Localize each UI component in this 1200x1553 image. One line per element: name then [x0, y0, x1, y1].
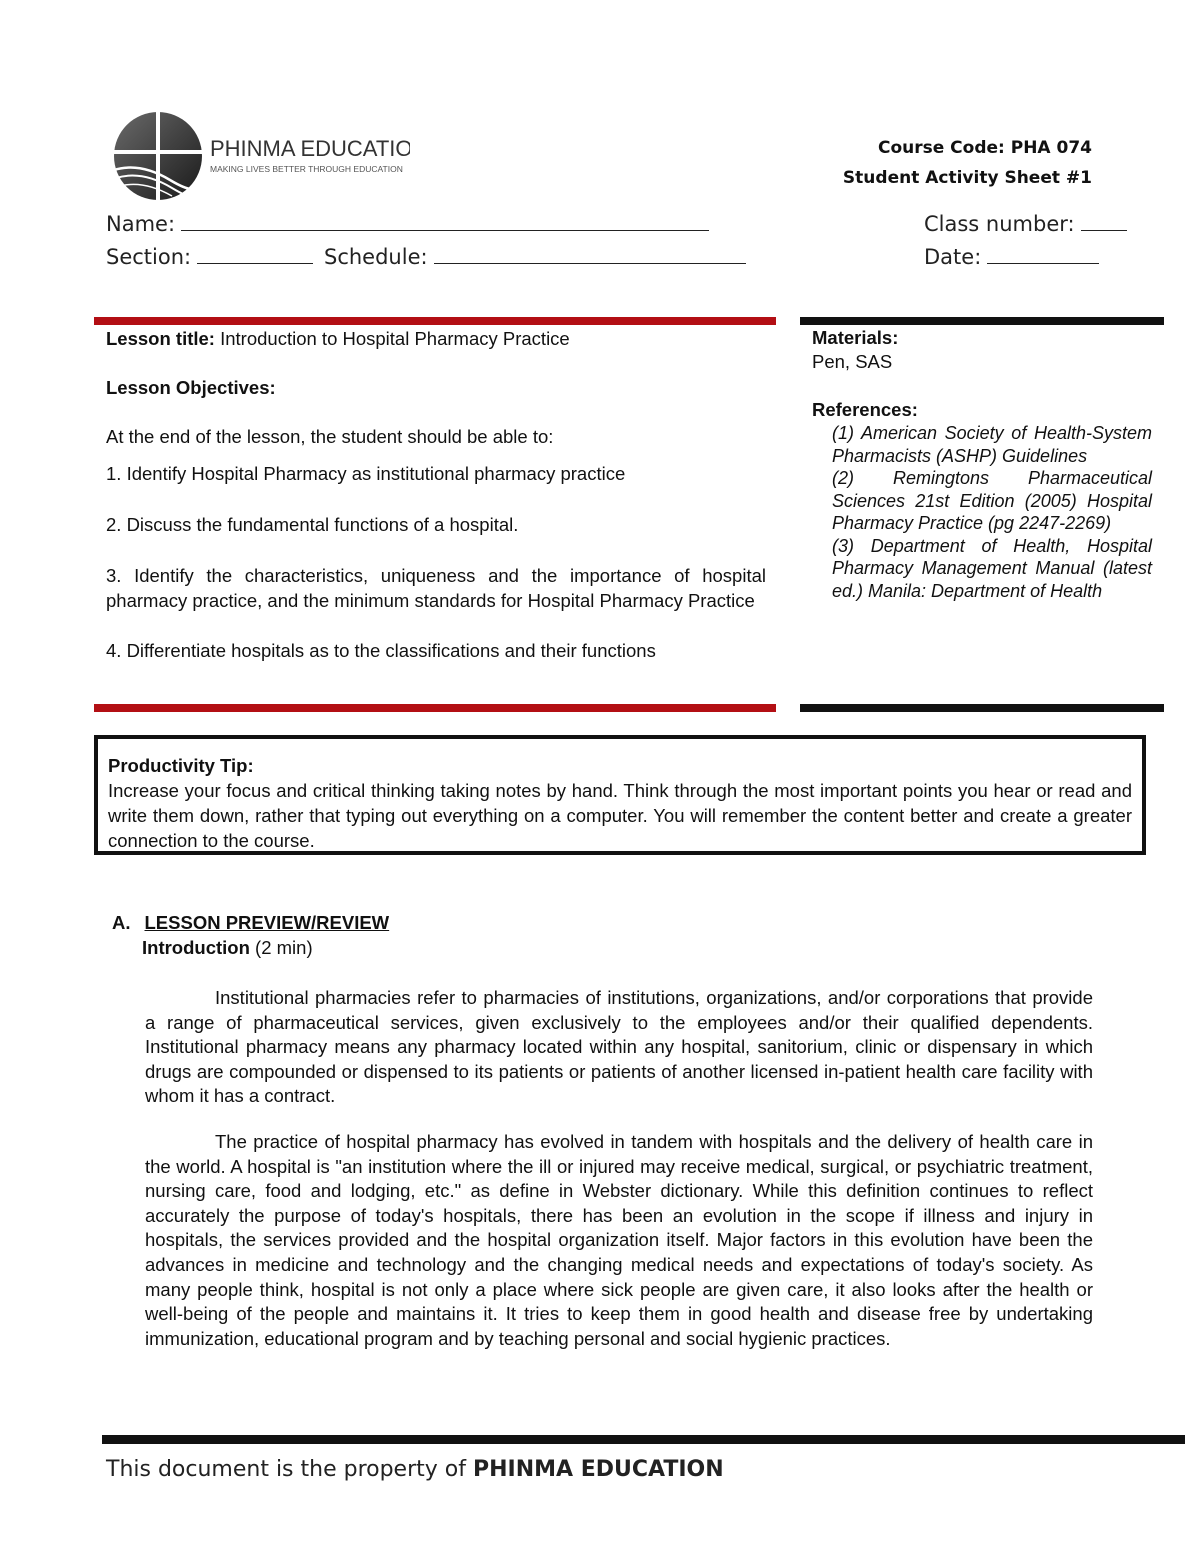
lesson-title-label: Lesson title:: [106, 328, 215, 349]
objectives-label: Lesson Objectives:: [106, 377, 276, 398]
top-red-rule: [94, 317, 776, 325]
tip-text: Increase your focus and critical thinking taking notes by hand. Think through the most important points you hear or read and write them down, rather that typing out everything on a computer. You will remember the content better and create a greater connection to the course.: [108, 780, 1132, 851]
section-label: Section:: [106, 245, 192, 269]
date-label: Date:: [924, 245, 982, 269]
productivity-tip-box: [94, 735, 1146, 855]
body-paragraph: Institutional pharmacies refer to pharmacies of institutions, organizations, and/or corporations that provide a range of pharmaceutical services, given exclusively to the employees and/or their qualified dependents. Institutional pharmacy means any pharmacy located within any hospital, sanitorium, clinic or dispensary in which drugs are compounded or dispensed to its patients or patients of another licensed in-patient health care facility with whom it has a contract.: [145, 987, 1093, 1107]
materials-panel: [812, 326, 1152, 602]
sheet-title: Student Activity Sheet #1: [842, 168, 1092, 188]
course-code: Course Code: PHA 074: [877, 138, 1092, 158]
schedule-label: Schedule:: [324, 245, 428, 269]
objective-item: 1. Identify Hospital Pharmacy as institutional pharmacy practice: [106, 463, 626, 484]
globe-logo-icon: [110, 110, 410, 205]
section-field[interactable]: [106, 243, 313, 269]
section-title: LESSON PREVIEW/REVIEW: [144, 912, 390, 933]
class-number-field[interactable]: [924, 210, 1127, 236]
logo-tagline: MAKING LIVES BETTER THROUGH EDUCATION: [210, 164, 403, 174]
objective-item: 2. Discuss the fundamental functions of a hospital.: [106, 514, 519, 535]
section-letter: A.: [112, 912, 131, 933]
footer-owner: PHINMA EDUCATION: [472, 1457, 724, 1482]
top-black-rule: [800, 317, 1164, 325]
footer-rule: [102, 1435, 1185, 1444]
date-field[interactable]: [924, 243, 1099, 269]
course-info: [843, 133, 1092, 193]
bottom-red-rule: [94, 704, 776, 712]
class-number-blank[interactable]: [1081, 210, 1127, 231]
reference-item: (1) American Society of Health-System Pharmacists (ASHP) Guidelines: [832, 423, 1152, 466]
reference-item: (2) Remingtons Pharmaceutical Sciences 21st Edition (2005) Hospital Pharmacy Practice (pg 2247-2269): [832, 468, 1152, 533]
objective-item: 4. Differentiate hospitals as to the classifications and their functions: [106, 640, 656, 661]
reference-item: (3) Department of Health, Hospital Pharmacy Management Manual (latest ed.) Manila: Department of Health: [832, 535, 1152, 601]
lesson-panel: [106, 326, 766, 663]
schedule-blank[interactable]: [434, 243, 746, 264]
section-blank[interactable]: [197, 243, 313, 264]
materials-label: Materials:: [812, 327, 899, 348]
objective-item: 3. Identify the characteristics, uniqueness and the importance of hospital pharmacy practice, and the minimum standards for Hospital Pharmacy Practice: [106, 565, 766, 611]
class-number-label: Class number:: [924, 212, 1075, 236]
schedule-field[interactable]: [324, 243, 746, 269]
name-label: Name:: [106, 212, 176, 236]
name-blank[interactable]: [181, 210, 709, 231]
body-paragraph: The practice of hospital pharmacy has evolved in tandem with hospitals and the delivery of health care in the world. A hospital is "an institution where the ill or injured may receive medical, surgical, or psychiatric treatment, nursing care, food and lodging, etc." as define in Webster dictionary. While this definition continues to reflect accurately the purpose of today's hospitals, there has been an evolution in the scope if illness and injury in hospitals, the services provided and the hospital organization itself. Major factors in this evolution have been the advances in medicine and technology and the changing medical needs and expectations of today's society. As many people think, hospital is not only a place where sick people are given care, it also looks after the health or well-being of the people and maintains it. It tries to keep them in good health and disease free by undertaking immunization, educational program and by teaching personal and social hygienic practices.: [145, 1131, 1093, 1349]
date-blank[interactable]: [987, 243, 1099, 264]
section-a-heading: [112, 912, 389, 934]
lesson-title: Introduction to Hospital Pharmacy Practice: [220, 328, 570, 349]
logo-name: PHINMA EDUCATION: [210, 136, 410, 161]
references-label: References:: [812, 399, 918, 420]
bottom-black-rule: [800, 704, 1164, 712]
introduction-heading: [142, 937, 313, 959]
materials-value: Pen, SAS: [812, 351, 893, 372]
tip-label: Productivity Tip:: [108, 755, 254, 776]
name-field[interactable]: [106, 210, 709, 236]
intro-time: (2 min): [255, 937, 313, 958]
intro-label: Introduction: [142, 937, 250, 958]
phinma-logo: [110, 110, 410, 205]
objectives-intro: At the end of the lesson, the student should be able to:: [106, 426, 554, 447]
footer-prefix: This document is the property of: [106, 1457, 466, 1482]
footer-text: [106, 1457, 724, 1482]
